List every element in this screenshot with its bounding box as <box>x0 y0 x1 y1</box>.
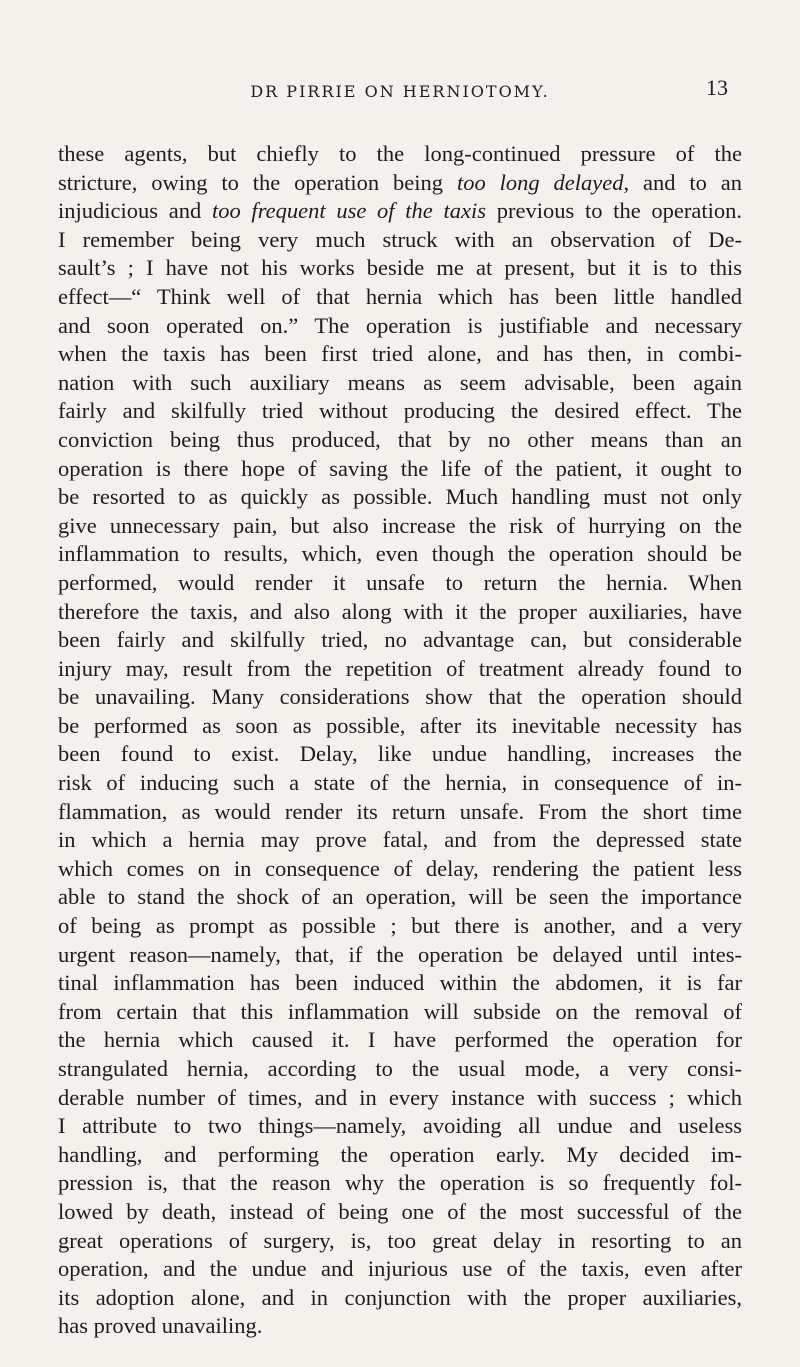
text-run: from certain that this inflammation will subside on the removal of <box>58 998 742 1024</box>
text-line <box>58 941 742 970</box>
text-run: which comes on in consequence of delay, rendering the patient less <box>58 855 742 881</box>
body-paragraph <box>58 140 742 1341</box>
running-head <box>0 82 800 101</box>
text-line <box>58 197 742 226</box>
text-run: been fairly and skilfully tried, no advantage can, but considerable <box>58 627 742 653</box>
text-line <box>58 483 742 512</box>
text-run: and soon operated on.” The operation is justifiable and necessary <box>58 312 742 338</box>
text-line <box>58 655 742 684</box>
text-line <box>58 912 742 941</box>
text-line <box>58 1112 742 1141</box>
text-line <box>58 569 742 598</box>
running-title: DR PIRRIE ON HERNIOTOMY. <box>250 82 550 101</box>
text-line <box>58 1026 742 1055</box>
text-line <box>58 1141 742 1170</box>
text-run: , and to an <box>623 169 742 195</box>
text-line <box>58 226 742 255</box>
text-run: urgent reason—namely, that, if the operation be delayed until intes- <box>58 941 742 967</box>
text-line <box>58 855 742 884</box>
text-run: performed, would render it unsafe to return the hernia. When <box>58 569 742 595</box>
text-line <box>58 883 742 912</box>
text-line <box>58 998 742 1027</box>
text-run: the hernia which caused it. I have performed the operation for <box>58 1027 742 1053</box>
text-line <box>58 1084 742 1113</box>
text-run: been found to exist. Delay, like undue handling, increases the <box>58 741 742 767</box>
text-run: nation with such auxiliary means as seem advisable, been again <box>58 369 742 395</box>
text-line <box>58 1312 742 1341</box>
text-line <box>58 397 742 426</box>
text-run: flammation, as would render its return unsafe. From the short time <box>58 798 742 824</box>
text-run: able to stand the shock of an operation, will be seen the importance <box>58 884 742 910</box>
text-line <box>58 340 742 369</box>
text-line <box>58 1255 742 1284</box>
text-run: give unnecessary pain, but also increase the risk of hurrying on the <box>58 512 742 538</box>
text-run: of being as prompt as possible ; but there is another, and a very <box>58 913 742 939</box>
text-run: stricture, owing to the operation being <box>58 169 457 195</box>
text-line <box>58 826 742 855</box>
text-run: I remember being very much struck with an observation of De- <box>58 226 742 252</box>
text-line <box>58 283 742 312</box>
text-run: great operations of surgery, is, too great delay in resorting to an <box>58 1227 742 1253</box>
text-run: be resorted to as quickly as possible. Much handling must not only <box>58 484 742 510</box>
text-line <box>58 798 742 827</box>
text-run: tinal inflammation has been induced within the abdomen, it is far <box>58 970 742 996</box>
text-line <box>58 169 742 198</box>
text-run: therefore the taxis, and also along with it the proper auxiliaries, have <box>58 598 742 624</box>
text-run: inflammation to results, which, even though the operation should be <box>58 541 742 567</box>
text-run: be unavailing. Many considerations show that the operation should <box>58 684 742 710</box>
text-run: effect—“ Think well of that hernia which has been little handled <box>58 283 742 309</box>
text-run: I attribute to two things—namely, avoiding all undue and useless <box>58 1113 742 1139</box>
text-run: when the taxis has been first tried alone, and has then, in combi- <box>58 341 742 367</box>
text-line <box>58 769 742 798</box>
italic-phrase: too long delayed <box>456 169 624 195</box>
text-line <box>58 683 742 712</box>
text-line <box>58 512 742 541</box>
text-line <box>58 1227 742 1256</box>
text-run: pression is, that the reason why the operation is so frequently fol- <box>58 1170 742 1196</box>
text-run: risk of inducing such a state of the hernia, in consequence of in- <box>58 770 742 796</box>
text-line <box>58 426 742 455</box>
text-run: handling, and performing the operation early. My decided im- <box>58 1141 742 1167</box>
text-run: in which a hernia may prove fatal, and from the depressed state <box>58 827 742 853</box>
text-run: these agents, but chiefly to the long-continued pressure of the <box>58 141 742 166</box>
text-line <box>58 740 742 769</box>
page-number: 13 <box>706 75 728 100</box>
text-line <box>58 140 742 169</box>
italic-phrase: too frequent use of the taxis <box>211 198 486 224</box>
text-line <box>58 1169 742 1198</box>
text-run: operation, and the undue and injurious use of the taxis, even after <box>58 1256 742 1282</box>
text-line <box>58 969 742 998</box>
text-line <box>58 1055 742 1084</box>
text-run: its adoption alone, and in conjunction with the proper auxiliaries, <box>58 1284 742 1310</box>
text-run: has proved unavailing. <box>58 1313 263 1339</box>
text-run: injudicious and <box>58 198 212 224</box>
text-run: sault’s ; I have not his works beside me at present, but it is to this <box>58 255 742 281</box>
text-line <box>58 712 742 741</box>
text-line <box>58 254 742 283</box>
text-run: fairly and skilfully tried without producing the desired effect. The <box>58 398 742 424</box>
text-line <box>58 312 742 341</box>
text-run: previous to the operation. <box>486 198 742 224</box>
text-run: derable number of times, and in every instance with success ; which <box>58 1084 742 1110</box>
text-line <box>58 455 742 484</box>
text-run: injury may, result from the repetition of treatment already found to <box>58 655 742 681</box>
text-line <box>58 540 742 569</box>
text-line <box>58 626 742 655</box>
text-line <box>58 1198 742 1227</box>
text-line <box>58 598 742 627</box>
text-run: be performed as soon as possible, after its inevitable necessity has <box>58 712 742 738</box>
text-run: conviction being thus produced, that by no other means than an <box>58 426 742 452</box>
text-line <box>58 1284 742 1313</box>
text-line <box>58 369 742 398</box>
text-run: strangulated hernia, according to the usual mode, a very consi- <box>58 1056 742 1081</box>
text-run: lowed by death, instead of being one of the most successful of the <box>58 1198 742 1224</box>
text-run: operation is there hope of saving the life of the patient, it ought to <box>58 455 742 481</box>
